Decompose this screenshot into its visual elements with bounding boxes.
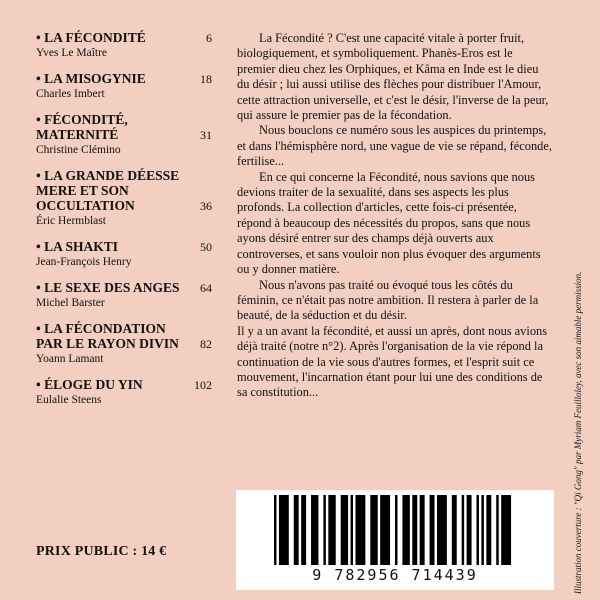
toc-entry-title: • LA MISOGYNIE xyxy=(36,71,146,86)
toc-entry-page: 50 xyxy=(200,240,212,254)
toc-entry-title: • LA FÉCONDATION PAR LE RAYON DIVIN xyxy=(36,321,179,351)
paragraph: La Fécondité ? C'est une capacité vitale à porter fruit, biologiquement, et symboliquement. Phanès-Eros est le premier dieu chez les Orphiques, et Kâma en Inde est le dieu du désir ; lui aussi utilise des flèches pour distribuer l'Amour, cette attraction universelle, et c'est le désir, l'inverse de la peur, qui assure le premier pas de la fécondation. xyxy=(237,31,549,123)
toc-entry xyxy=(36,168,216,228)
toc-entry-page: 31 xyxy=(200,128,212,142)
barcode-bar xyxy=(486,495,491,565)
toc-entry-page: 18 xyxy=(200,72,212,86)
toc-entry-title: • LE SEXE DES ANGES xyxy=(36,280,180,295)
toc-entry xyxy=(36,239,216,269)
toc-entry-page: 82 xyxy=(200,337,212,351)
toc-entry-page: 6 xyxy=(206,31,212,45)
barcode-bar xyxy=(437,495,447,565)
barcode-bar xyxy=(501,495,511,565)
barcode-bar xyxy=(323,495,325,565)
illustration-credit: Illustration couverture : "Qi Gong" par Myriam Feuilloley, avec son aimable permission. xyxy=(573,271,583,594)
barcode-bars xyxy=(274,495,516,565)
toc-entry xyxy=(36,112,216,157)
table-of-contents xyxy=(36,30,216,418)
toc-entry-page: 102 xyxy=(194,378,212,392)
barcode-bar xyxy=(395,495,397,565)
toc-entry-author: Eulalie Steens xyxy=(36,394,102,406)
barcode-bar xyxy=(402,495,409,565)
toc-entry-author: Yoann Lamant xyxy=(36,353,104,365)
toc-entry xyxy=(36,71,216,101)
toc-entry xyxy=(36,30,216,60)
toc-entry xyxy=(36,377,216,407)
public-price: PRIX PUBLIC : 14 € xyxy=(36,544,167,559)
toc-entry xyxy=(36,321,216,366)
barcode-bar xyxy=(412,495,417,565)
barcode-bar xyxy=(496,495,498,565)
barcode-bar xyxy=(452,495,457,565)
barcode-bar xyxy=(476,495,478,565)
barcode-bar xyxy=(462,495,464,565)
toc-entry-author: Charles Imbert xyxy=(36,88,105,100)
editorial-text xyxy=(237,31,553,401)
barcode-bar xyxy=(370,495,377,565)
toc-entry-author: Éric Hermblast xyxy=(36,215,106,227)
toc-entry-author: Michel Barster xyxy=(36,297,105,309)
barcode-bar xyxy=(301,495,306,565)
barcode-bar xyxy=(311,495,318,565)
toc-entry-title: • LA FÉCONDITÉ xyxy=(36,30,146,45)
paragraph: Il y a un avant la fécondité, et aussi un après, dont nous avions déjà traité (notre n°2). Après l'organisation de la vie répond la continuation de la vie sous d'autres formes, et l'esprit suit ce mouvement, l'incarnation étant pour lui une des conditions de sa constitution... xyxy=(237,323,548,400)
paragraph: En ce qui concerne la Fécondité, nous savions que nous devions traiter de la sexualité, dans ses aspects les plus profonds. La collection d'articles, cette fois-ci présentée, répond à beaucoup des nécessités du propos, sans que nous ayons désiré entrer sur des champs déjà ouverts aux controverses, et sans vouloir non plus évoquer des arguments ou y donner matière. xyxy=(237,169,541,277)
barcode-bar xyxy=(328,495,335,565)
barcode-bar xyxy=(351,495,353,565)
barcode-bar xyxy=(380,495,390,565)
barcode-bar xyxy=(341,495,348,565)
toc-entry-page: 64 xyxy=(200,281,212,295)
barcode-bar xyxy=(467,495,472,565)
barcode xyxy=(236,490,554,590)
toc-entry-title: • ÉLOGE DU YIN xyxy=(36,377,143,392)
toc-entry-author: Christine Clémino xyxy=(36,144,121,156)
barcode-bar xyxy=(481,495,483,565)
toc-entry-title: • LA SHAKTI xyxy=(36,239,119,254)
toc-entry-author: Yves Le Maître xyxy=(36,47,108,59)
toc-entry-page: 36 xyxy=(200,199,212,213)
toc-entry-author: Jean-François Henry xyxy=(36,256,132,268)
barcode-bar xyxy=(420,495,425,565)
paragraph: Nous n'avons pas traité ou évoqué tous les côtés du féminin, ce n'était pas notre ambition. Il restera à parler de la beauté, de la séduction et du désir. xyxy=(237,277,539,323)
paragraph: Nous bouclons ce numéro sous les auspices du printemps, et dans l'hémisphère nord, une vague de vie se répand, féconde, fertilise... xyxy=(237,123,552,169)
barcode-bar xyxy=(294,495,299,565)
barcode-number: 9 782956 714439 xyxy=(312,566,478,584)
barcode-bar xyxy=(274,495,276,565)
toc-entry-title: • LA GRANDE DÉESSE MERE ET SON OCCULTATION xyxy=(36,168,180,213)
barcode-bar xyxy=(355,495,365,565)
barcode-bar xyxy=(279,495,289,565)
toc-entry xyxy=(36,280,216,310)
toc-entry-title: • FÉCONDITÉ, MATERNITÉ xyxy=(36,112,128,142)
barcode-bar xyxy=(430,495,435,565)
